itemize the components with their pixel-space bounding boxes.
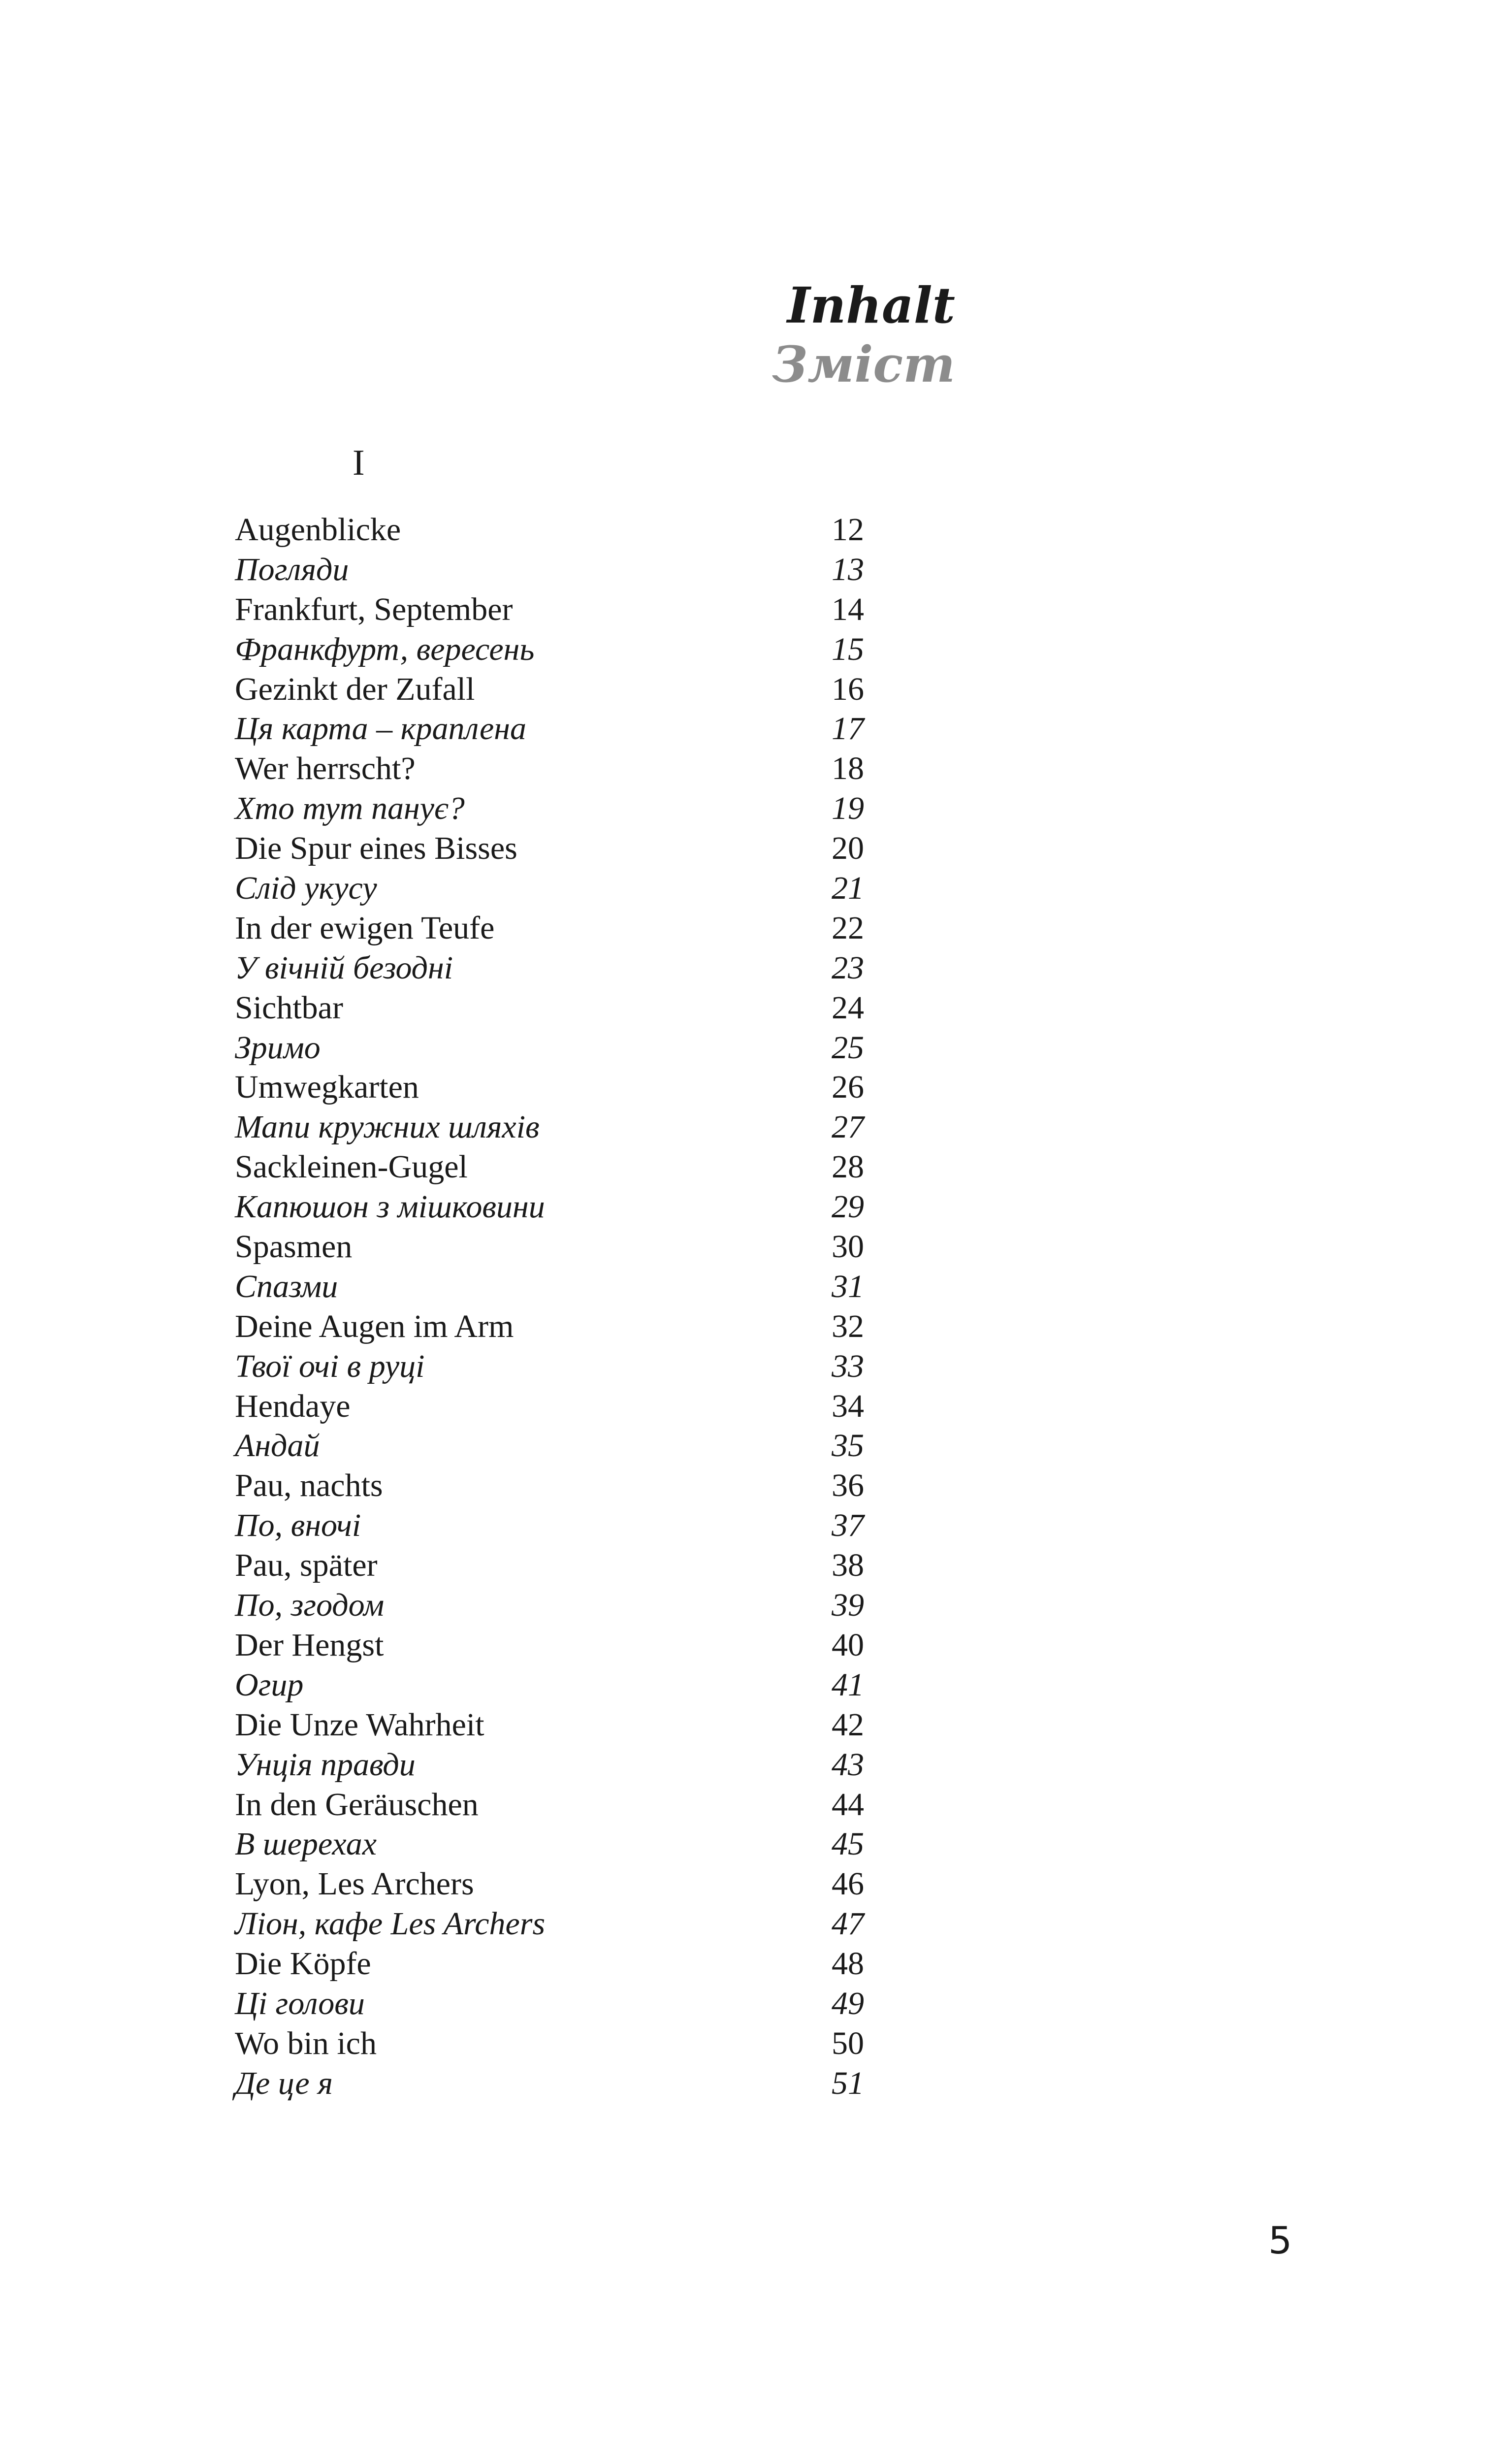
toc-entry <box>235 948 949 988</box>
toc-entry-page: 33 <box>832 1348 864 1384</box>
toc-entry-page: 48 <box>832 1946 864 1982</box>
page-title: Inhalt <box>787 276 955 334</box>
toc-entry-page: 25 <box>832 1029 864 1066</box>
toc-entry-page: 51 <box>832 2065 864 2101</box>
toc-entry-page: 36 <box>832 1467 864 1504</box>
toc-entry <box>235 670 949 710</box>
toc-entry <box>235 590 949 630</box>
toc-entry <box>235 709 949 749</box>
toc-entry-title: Hendaye <box>235 1388 351 1424</box>
section-label: I <box>353 443 365 483</box>
toc-entry-page: 41 <box>832 1666 864 1703</box>
toc-entry-title: Der Hengst <box>235 1627 384 1663</box>
table-of-contents <box>235 510 949 2104</box>
toc-entry-title: Sackleinen-Gugel <box>235 1149 468 1185</box>
toc-entry-title: Слід укусу <box>235 870 377 907</box>
toc-entry-title: Die Unze Wahrheit <box>235 1706 484 1743</box>
toc-entry-page: 31 <box>832 1268 864 1304</box>
toc-entry <box>235 1864 949 1904</box>
toc-entry-title: Твої очі в руці <box>235 1348 425 1384</box>
toc-entry <box>235 1944 949 1984</box>
toc-heading <box>689 276 955 394</box>
toc-entry-page: 29 <box>832 1189 864 1225</box>
toc-entry-page: 28 <box>832 1149 864 1185</box>
toc-entry-page: 21 <box>832 870 864 907</box>
toc-entry <box>235 1387 949 1427</box>
toc-entry <box>235 510 949 550</box>
toc-entry-title: Frankfurt, September <box>235 591 513 627</box>
toc-entry-title: Де це я <box>235 2065 333 2101</box>
toc-entry <box>235 749 949 789</box>
toc-entry <box>235 1107 949 1147</box>
toc-entry-page: 44 <box>832 1786 864 1823</box>
toc-entry-page: 38 <box>832 1547 864 1584</box>
toc-entry-page: 14 <box>832 591 864 627</box>
toc-entry <box>235 1267 949 1307</box>
toc-entry <box>235 1665 949 1705</box>
toc-entry-title: По, згодом <box>235 1587 385 1624</box>
toc-entry <box>235 1705 949 1745</box>
toc-entry-page: 47 <box>832 1906 864 1942</box>
toc-entry-title: В шерехах <box>235 1826 377 1862</box>
toc-entry-title: Wo bin ich <box>235 2025 377 2061</box>
page-number: 5 <box>1268 2218 1292 2262</box>
toc-entry <box>235 1187 949 1227</box>
toc-entry <box>235 1227 949 1267</box>
toc-entry <box>235 630 949 670</box>
toc-entry-page: 19 <box>832 790 864 827</box>
toc-entry-title: Pau, später <box>235 1547 378 1584</box>
toc-entry-page: 13 <box>832 551 864 587</box>
toc-entry-title: Франкфурт, вересень <box>235 631 535 667</box>
toc-entry-page: 49 <box>832 1985 864 2021</box>
toc-entry-title: Погляди <box>235 551 349 587</box>
toc-entry <box>235 2024 949 2064</box>
toc-entry-page: 23 <box>832 949 864 986</box>
toc-entry-title: Umwegkarten <box>235 1069 419 1106</box>
toc-entry-page: 34 <box>832 1388 864 1424</box>
toc-entry-page: 43 <box>832 1746 864 1783</box>
toc-entry-title: Ці голови <box>235 1985 365 2021</box>
toc-entry <box>235 1904 949 1944</box>
toc-entry <box>235 550 949 590</box>
toc-entry-title: Augenblicke <box>235 512 401 548</box>
toc-entry <box>235 988 949 1028</box>
toc-entry <box>235 1506 949 1546</box>
toc-entry-title: Lyon, Les Archers <box>235 1866 474 1902</box>
toc-entry-title: Мапи кружних шляхів <box>235 1109 540 1145</box>
toc-entry <box>235 1546 949 1586</box>
toc-entry-title: In der ewigen Teufe <box>235 910 495 946</box>
toc-entry-page: 40 <box>832 1627 864 1663</box>
toc-entry-page: 20 <box>832 830 864 867</box>
toc-entry-title: По, вночі <box>235 1507 361 1544</box>
toc-entry <box>235 1626 949 1665</box>
toc-entry-title: Wer herrscht? <box>235 750 416 787</box>
toc-entry <box>235 1745 949 1785</box>
toc-entry <box>235 1824 949 1864</box>
toc-entry-page: 50 <box>832 2025 864 2061</box>
toc-entry <box>235 1586 949 1626</box>
toc-entry-page: 12 <box>832 512 864 548</box>
toc-entry <box>235 1068 949 1107</box>
toc-entry-title: Андай <box>235 1428 320 1464</box>
toc-entry <box>235 869 949 909</box>
toc-entry <box>235 1307 949 1347</box>
toc-entry-page: 45 <box>832 1826 864 1862</box>
toc-entry-title: Огир <box>235 1666 304 1703</box>
toc-entry <box>235 789 949 829</box>
toc-entry-title: У вічній безодні <box>235 949 453 986</box>
page-subtitle: Зміст <box>772 335 955 393</box>
toc-entry <box>235 1785 949 1825</box>
toc-entry-page: 18 <box>832 750 864 787</box>
toc-entry-page: 37 <box>832 1507 864 1544</box>
toc-entry-page: 32 <box>832 1308 864 1344</box>
toc-entry <box>235 1028 949 1068</box>
toc-entry <box>235 909 949 948</box>
toc-entry-page: 46 <box>832 1866 864 1902</box>
toc-entry-title: Sichtbar <box>235 989 343 1026</box>
toc-entry-page: 42 <box>832 1706 864 1743</box>
toc-entry-title: Зримо <box>235 1029 321 1066</box>
toc-entry <box>235 1466 949 1506</box>
toc-entry <box>235 2064 949 2104</box>
toc-entry-title: In den Geräuschen <box>235 1786 479 1823</box>
toc-entry-title: Хто тут панує? <box>235 790 465 827</box>
toc-entry-page: 39 <box>832 1587 864 1624</box>
toc-entry-title: Капюшон з мішковини <box>235 1189 545 1225</box>
toc-entry-page: 27 <box>832 1109 864 1145</box>
toc-entry <box>235 1984 949 2024</box>
toc-entry-title: Deine Augen im Arm <box>235 1308 514 1344</box>
toc-entry <box>235 829 949 869</box>
toc-entry-title: Спазми <box>235 1268 338 1304</box>
toc-entry-page: 24 <box>832 989 864 1026</box>
toc-entry <box>235 1426 949 1466</box>
toc-entry-title: Die Köpfe <box>235 1946 371 1982</box>
toc-entry-page: 16 <box>832 671 864 707</box>
toc-entry-title: Ця карта – краплена <box>235 711 527 747</box>
toc-entry-title: Pau, nachts <box>235 1467 383 1504</box>
toc-entry <box>235 1347 949 1387</box>
toc-entry-page: 30 <box>832 1229 864 1265</box>
toc-entry-page: 17 <box>832 711 864 747</box>
toc-entry-page: 22 <box>832 910 864 946</box>
toc-entry-title: Spasmen <box>235 1229 353 1265</box>
toc-entry-page: 15 <box>832 631 864 667</box>
toc-entry-title: Gezinkt der Zufall <box>235 671 475 707</box>
toc-entry-title: Die Spur eines Bisses <box>235 830 517 867</box>
toc-entry <box>235 1147 949 1187</box>
toc-entry-title: Ліон, кафе Les Archers <box>235 1906 546 1942</box>
toc-entry-title: Унція правди <box>235 1746 416 1783</box>
toc-entry-page: 26 <box>832 1069 864 1106</box>
toc-entry-page: 35 <box>832 1428 864 1464</box>
